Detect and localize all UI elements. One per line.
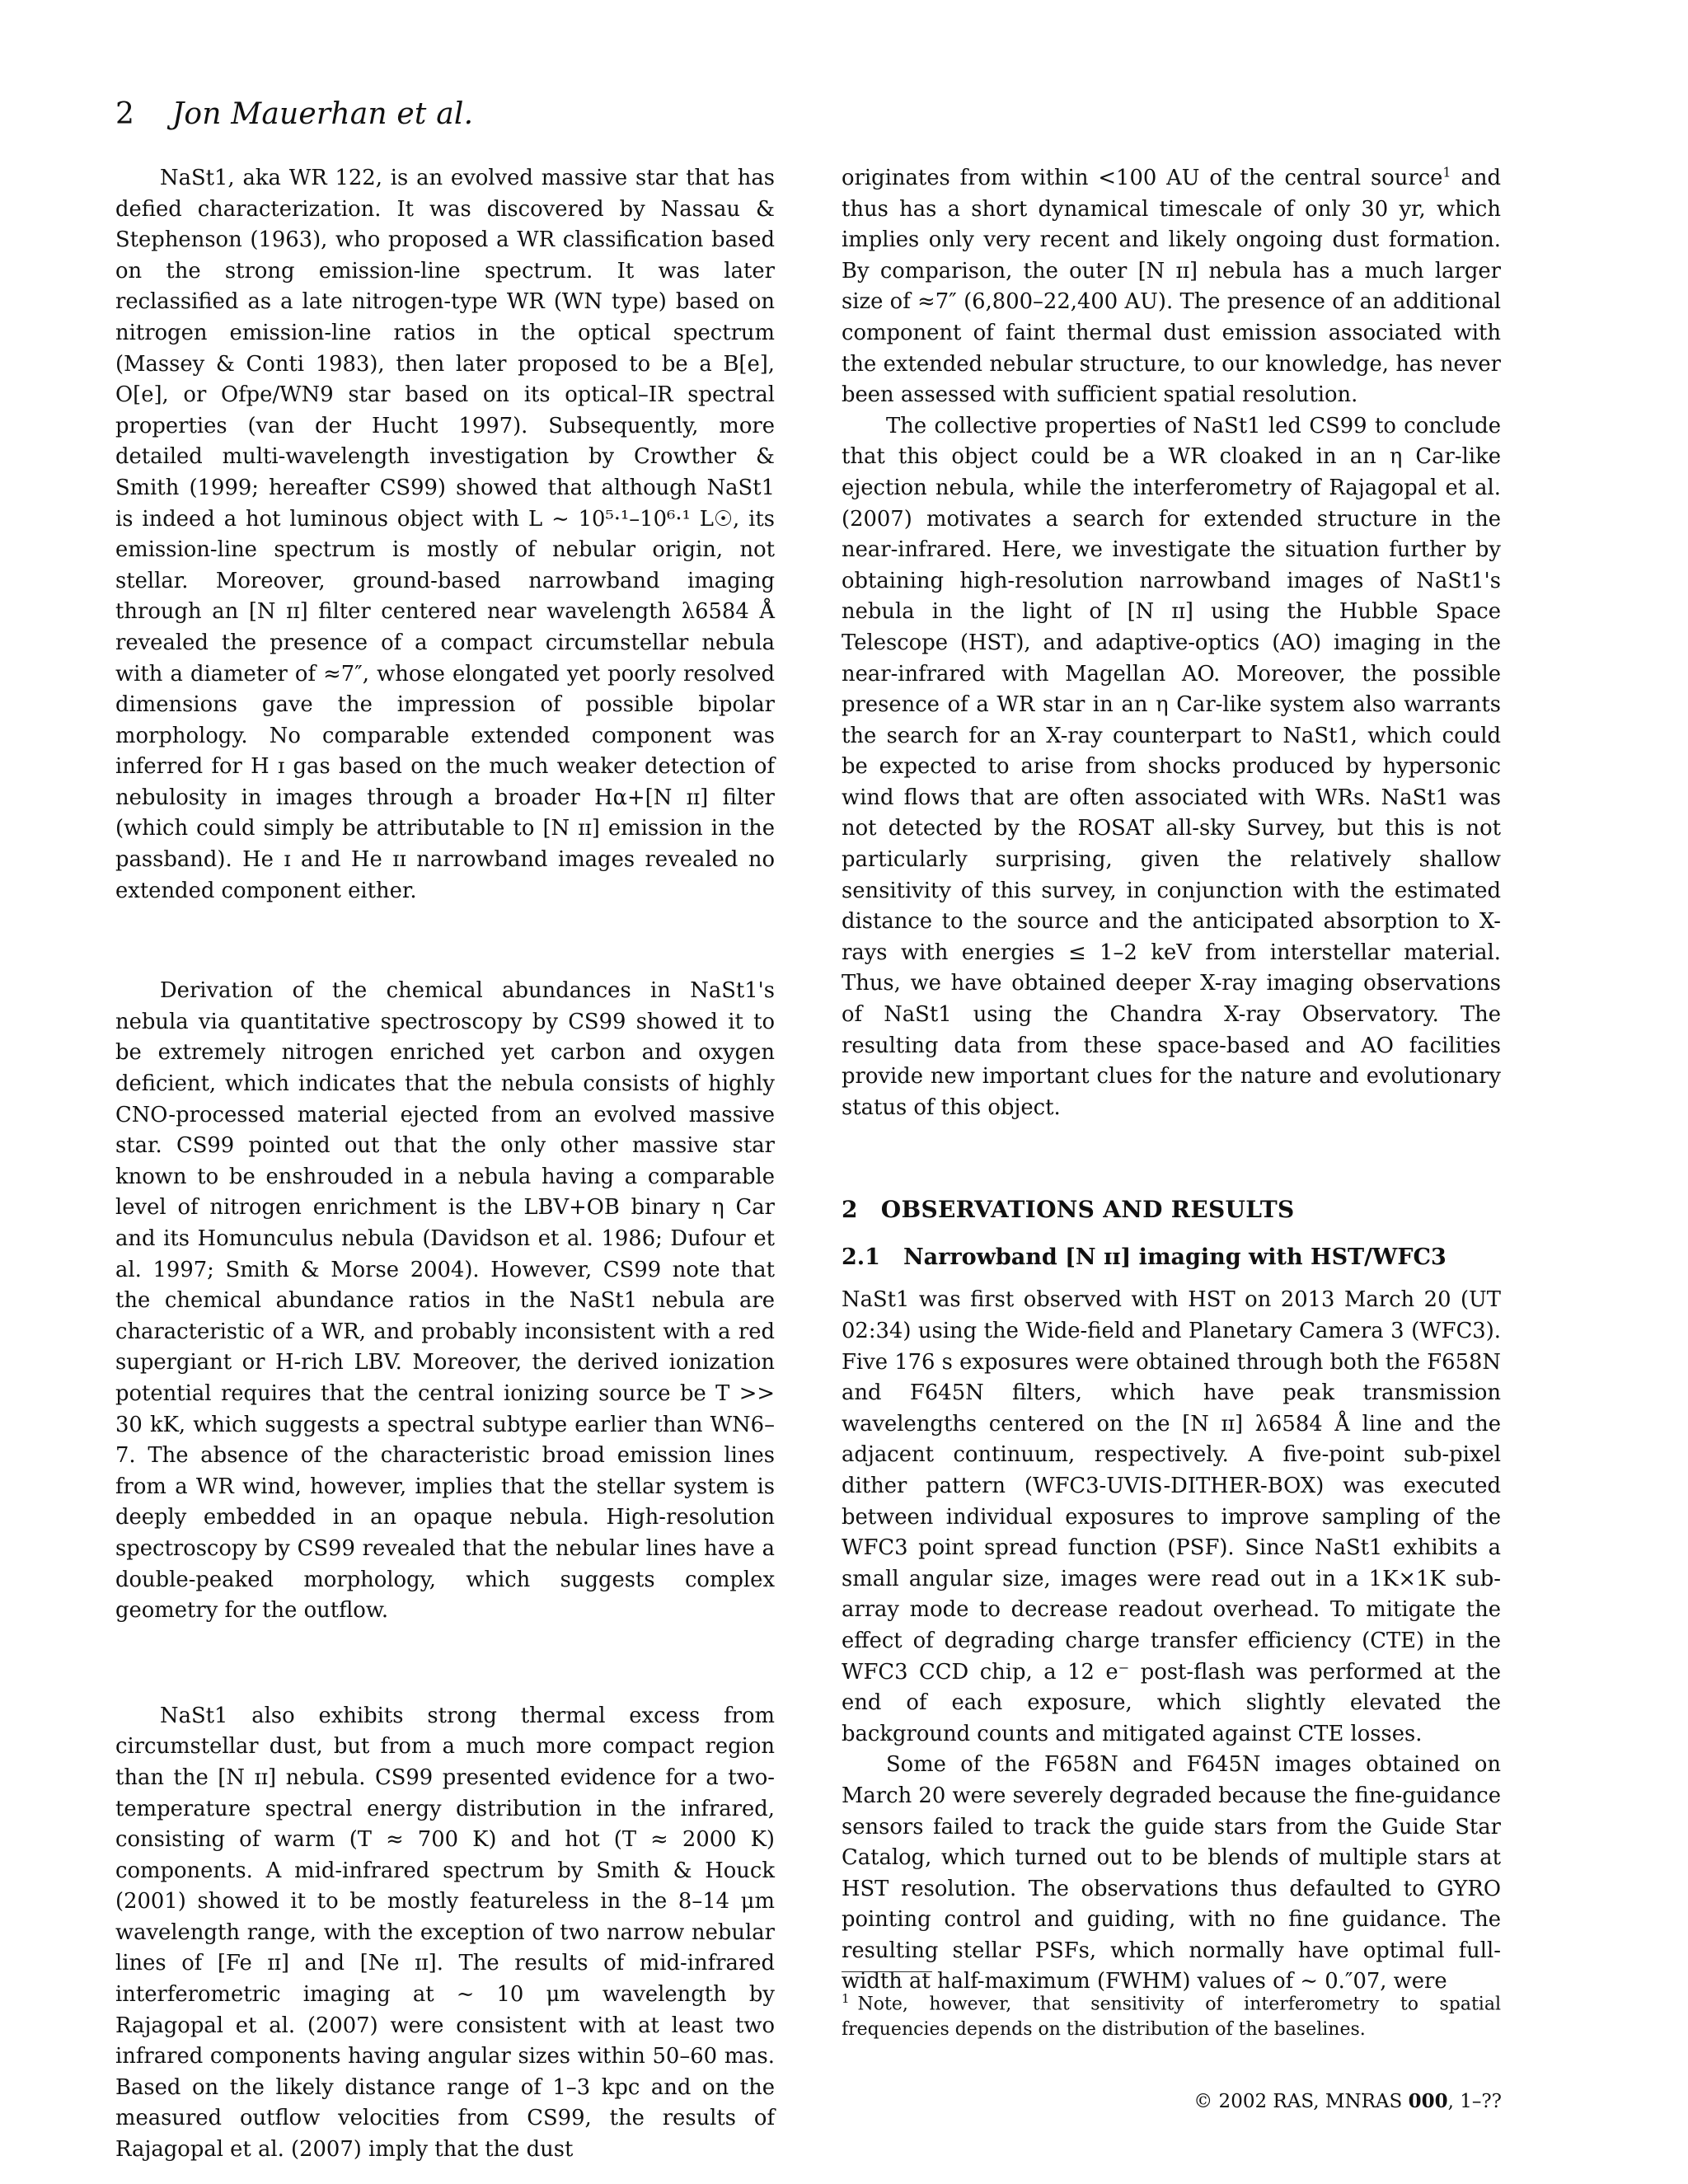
paragraph-gap bbox=[115, 907, 775, 976]
page-footer bbox=[1193, 2090, 1502, 2112]
text-run: and thus has a short dynamical timescale of only 30 yr, which implies only very recent and likely ongoing dust formation. By comparison, the outer [N ɪɪ] nebula has a much larger size of ≈7″ (6,800–22,400 AU). The presence of an additional component of faint thermal dust emission associated with the extended nebular structure, to our knowledge, has never been assessed with sufficient spatial resolution. bbox=[842, 166, 1501, 408]
section-heading bbox=[842, 1194, 1501, 1226]
section-title: OBSERVATIONS AND RESULTS bbox=[880, 1196, 1295, 1224]
paragraph bbox=[842, 163, 1501, 411]
right-column bbox=[842, 163, 1501, 1994]
footnote-rule bbox=[842, 1971, 932, 1972]
footnote bbox=[842, 1986, 1501, 2042]
page-number: 2 bbox=[115, 97, 135, 131]
paragraph: NaSt1 also exhibits strong thermal excess from circumstellar dust, but from a much more compact region than the [N ɪɪ] nebula. CS99 presented evidence for a two-temperature spectral energy distribution in the infrared, consisting of warm (T ≈ 700 K) and hot (T ≈ 2000 K) components. A mid-infrared spectrum by Smith & Houck (2001) showed it to be mostly featureless in the 8–14 μm wavelength range, with the exception of two narrow nebular lines of [Fe ɪɪ] and [Ne ɪɪ]. The results of mid-infrared interferometric imaging at ∼ 10 μm wavelength by Rajagopal et al. (2007) were consistent with at least two infrared components having angular sizes within 50–60 mas. Based on the likely distance range of 1–3 kpc and on the measured outflow velocities from CS99, the results of Rajagopal et al. (2007) imply that the dust bbox=[115, 1703, 775, 2163]
running-header bbox=[115, 97, 473, 131]
journal-volume: 000 bbox=[1408, 2090, 1448, 2112]
section-number: 2 bbox=[842, 1196, 858, 1224]
text-run: originates from within <100 AU of the central source bbox=[842, 166, 1443, 190]
footnote-mark: 1 bbox=[842, 1991, 850, 2006]
subsection-title: Narrowband [N ɪɪ] imaging with HST/WFC3 bbox=[903, 1244, 1447, 1271]
copyright-text: © 2002 RAS, MNRAS bbox=[1193, 2091, 1409, 2112]
subsection-heading bbox=[842, 1242, 1501, 1273]
paragraph: Some of the F658N and F645N images obtained on March 20 were severely degraded because the fine-guidance sensors failed to track the guide stars from the Guide Star Catalog, which turned out to be blends of multiple stars at HST resolution. The observations thus defaulted to GYRO pointing control and guiding, with no fine guidance. The resulting stellar PSFs, which normally have optimal full-width at half-maximum (FWHM) values of ∼ 0.″07, were bbox=[842, 1752, 1501, 1994]
journal-pages: , 1–?? bbox=[1447, 2091, 1502, 2112]
paragraph: The collective properties of NaSt1 led CS99 to conclude that this object could be a WR cloaked in an η Car-like ejection nebula, while the interferometry of Rajagopal et al. (2007) motivates a search for extended structure in the near-infrared. Here, we investigate the situation further by obtaining high-resolution narrowband images of NaSt1's nebula in the light of [N ɪɪ] using the Hubble Space Telescope (HST), and adaptive-optics (AO) imaging in the near-infrared with Magellan AO. Moreover, the possible presence of a WR star in an η Car-like system also warrants the search for an X-ray counterpart to NaSt1, which could be expected to arise from shocks produced by hypersonic wind flows that are often associated with WRs. NaSt1 was not detected by the ROSAT all-sky Survey, but this is not particularly surprising, given the relatively shallow sensitivity of this survey, in conjunction with the estimated distance to the source and the anticipated absorption to X-rays with energies ≤ 1–2 keV from interstellar material. Thus, we have obtained deeper X-ray imaging observations of NaSt1 using the Chandra X-ray Observatory. The resulting data from these space-based and AO facilities provide new important clues for the nature and evolutionary status of this object. bbox=[842, 413, 1501, 1120]
left-column bbox=[115, 163, 775, 2163]
paragraph-gap bbox=[115, 1627, 775, 1701]
paragraph: NaSt1, aka WR 122, is an evolved massive star that has defied characterization. It was discovered by Nassau & Stephenson (1963), who proposed a WR classification based on the strong emission-line spectrum. It was later reclassified as a late nitrogen-type WR (WN type) based on nitrogen emission-line ratios in the optical spectrum (Massey & Conti 1983), then later proposed to be a B[e], O[e], or Ofpe/WN9 star based on its optical–IR spectral properties (van der Hucht 1997). Subsequently, more detailed multi-wavelength investigation by Crowther & Smith (1999; hereafter CS99) showed that although NaSt1 is indeed a hot luminous object with L ∼ 10⁵·¹–10⁶·¹ L☉, its emission-line spectrum is mostly of nebular origin, not stellar. Moreover, ground-based narrowband imaging through an [N ɪɪ] filter centered near wavelength λ6584 Å revealed the presence of a compact circumstellar nebula with a diameter of ≈7″, whose elongated yet poorly resolved dimensions gave the impression of possible bipolar morphology. No comparable extended component was inferred for H ɪ gas based on the much weaker detection of nebulosity in images through a broader Hα+[N ɪɪ] filter (which could simply be attributable to [N ɪɪ] emission in the passband). He ɪ and He ɪɪ narrowband images revealed no extended component either. bbox=[115, 166, 775, 903]
running-authors: Jon Mauerhan et al. bbox=[171, 97, 474, 131]
footnote-text: Note, however, that sensitivity of interferometry to spatial frequencies depends on the distribution of the baselines. bbox=[842, 1994, 1501, 2041]
footnote-reference: 1 bbox=[1442, 164, 1451, 180]
paragraph: NaSt1 was first observed with HST on 2013 March 20 (UT 02:34) using the Wide-field and Planetary Camera 3 (WFC3). Five 176 s exposures were obtained through both the F658N and F645N filters, which have peak transmission wavelengths centered on the [N ɪɪ] λ6584 Å line and the adjacent continuum, respectively. A five-point sub-pixel dither pattern (WFC3-UVIS-DITHER-BOX) was executed between individual exposures to improve sampling of the WFC3 point spread function (PSF). Since NaSt1 exhibits a small angular size, images were read out in a 1K×1K sub-array mode to decrease readout overhead. To mitigate the effect of degrading charge transfer efficiency (CTE) in the WFC3 CCD chip, a 12 e⁻ post-flash was performed at the end of each exposure, which slightly elevated the background counts and mitigated against CTE losses. bbox=[842, 1287, 1501, 1746]
subsection-number: 2.1 bbox=[842, 1244, 880, 1271]
paragraph: Derivation of the chemical abundances in NaSt1's nebula via quantitative spectroscopy by CS99 showed it to be extremely nitrogen enriched yet carbon and oxygen deficient, which indicates that the nebula consists of highly CNO-processed material ejected from an evolved massive star. CS99 pointed out that the only other massive star known to be enshrouded in a nebula having a comparable level of nitrogen enrichment is the LBV+OB binary η Car and its Homunculus nebula (Davidson et al. 1986; Dufour et al. 1997; Smith & Morse 2004). However, CS99 note that the chemical abundance ratios in the NaSt1 nebula are characteristic of a WR, and probably inconsistent with a red supergiant or H-rich LBV. Moreover, the derived ionization potential requires that the central ionizing source be T >> 30 kK, which suggests a spectral subtype earlier than WN6–7. The absence of the characteristic broad emission lines from a WR wind, however, implies that the stellar system is deeply embedded in an opaque nebula. High-resolution spectroscopy by CS99 revealed that the nebular lines have a double-peaked morphology, which suggests complex geometry for the outflow. bbox=[115, 978, 775, 1624]
